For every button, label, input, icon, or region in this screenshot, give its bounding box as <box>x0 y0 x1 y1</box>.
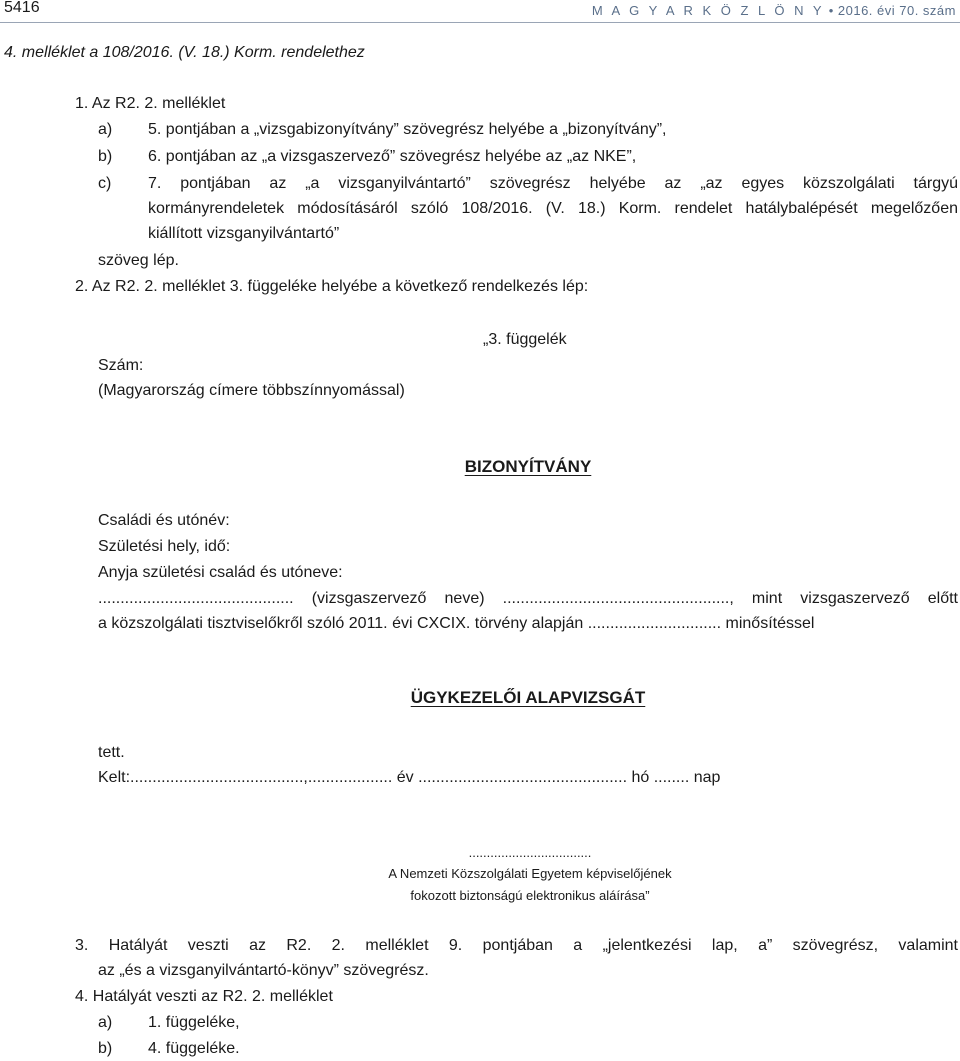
item-4-intro: 4. Hatályát veszti az R2. 2. melléklet <box>75 988 333 1005</box>
item-4b-label: b) <box>98 1040 113 1057</box>
item-1c-line-2: kormányrendeletek módosításáról szóló 108/2016. (V. 18.) Korm. rendelet hatálybalépését megelőzően <box>148 200 958 217</box>
item-1-closing: szöveg lép. <box>98 252 179 269</box>
field-mother-name: Anyja születési család és utóneve: <box>98 564 343 581</box>
item-1c-line-1: 7. pontjában az „a vizsganyilvántartó” szövegrész helyébe az „az egyes közszolgálati tárgyú <box>148 175 958 192</box>
signature-line-1: A Nemzeti Közszolgálati Egyetem képviselőjének <box>388 866 672 881</box>
item-3-line-1: 3. Hatályát veszti az R2. 2. melléklet 9. pontjában a „jelentkezési lap, a” szövegrész, valamint <box>75 937 958 954</box>
tett-text: tett. <box>98 744 125 761</box>
page-number: 5416 <box>4 0 40 16</box>
exam-title: ÜGYKEZELŐI ALAPVIZSGÁT <box>410 688 646 707</box>
signature-line-2: fokozott biztonságú elektronikus aláírása” <box>410 888 650 903</box>
item-2: 2. Az R2. 2. melléklet 3. függeléke helyébe a következő rendelkezés lép: <box>75 278 589 295</box>
publication-name: M A G Y A R K Ö Z L Ö N Y <box>591 3 825 18</box>
item-4b-text: 4. függeléke. <box>148 1040 240 1057</box>
item-1c-line-3: kiállított vizsganyilvántartó” <box>148 225 340 242</box>
law-line: a közszolgálati tisztviselőkről szóló 2011. évi CXCIX. törvény alapján .............................. minősítéssel <box>98 615 815 632</box>
field-birth: Születési hely, idő: <box>98 538 231 555</box>
item-1-intro: 1. Az R2. 2. melléklet <box>75 95 226 112</box>
item-4a-text: 1. függeléke, <box>148 1014 240 1031</box>
item-1b-text: 6. pontjában az „a vizsgaszervező” szövegrész helyébe az „az NKE”, <box>148 148 637 165</box>
coat-of-arms-note: (Magyarország címere többszínnyomással) <box>98 382 405 399</box>
number-label: Szám: <box>98 357 144 374</box>
bullet: • <box>828 3 838 18</box>
header-divider <box>0 22 960 23</box>
appendix-heading: „3. függelék <box>483 331 567 348</box>
item-1b-label: b) <box>98 148 113 165</box>
signature-dots: .................................. <box>468 845 592 860</box>
item-4a-label: a) <box>98 1014 113 1031</box>
certificate-title: BIZONYÍTVÁNY <box>464 457 592 476</box>
field-name: Családi és utónév: <box>98 512 230 529</box>
item-1a-text: 5. pontjában a „vizsgabizonyítvány” szövegrész helyébe a „bizonyítvány”, <box>148 121 667 138</box>
annex-title: 4. melléklet a 108/2016. (V. 18.) Korm. rendelethez <box>4 44 365 61</box>
item-1c-label: c) <box>98 175 112 192</box>
journal-issue <box>592 3 956 18</box>
issue-number: 2016. évi 70. szám <box>837 3 956 18</box>
examiner-line: ............................................ (vizsgaszervező neve) ..................................................., mint vizsgaszervező előtt <box>98 590 958 607</box>
item-1a-label: a) <box>98 121 113 138</box>
date-line: Kelt:.......................................,................... év ............................................... hó ........ nap <box>98 769 721 786</box>
item-3-line-2: az „és a vizsganyilvántartó-könyv” szövegrész. <box>98 962 429 979</box>
